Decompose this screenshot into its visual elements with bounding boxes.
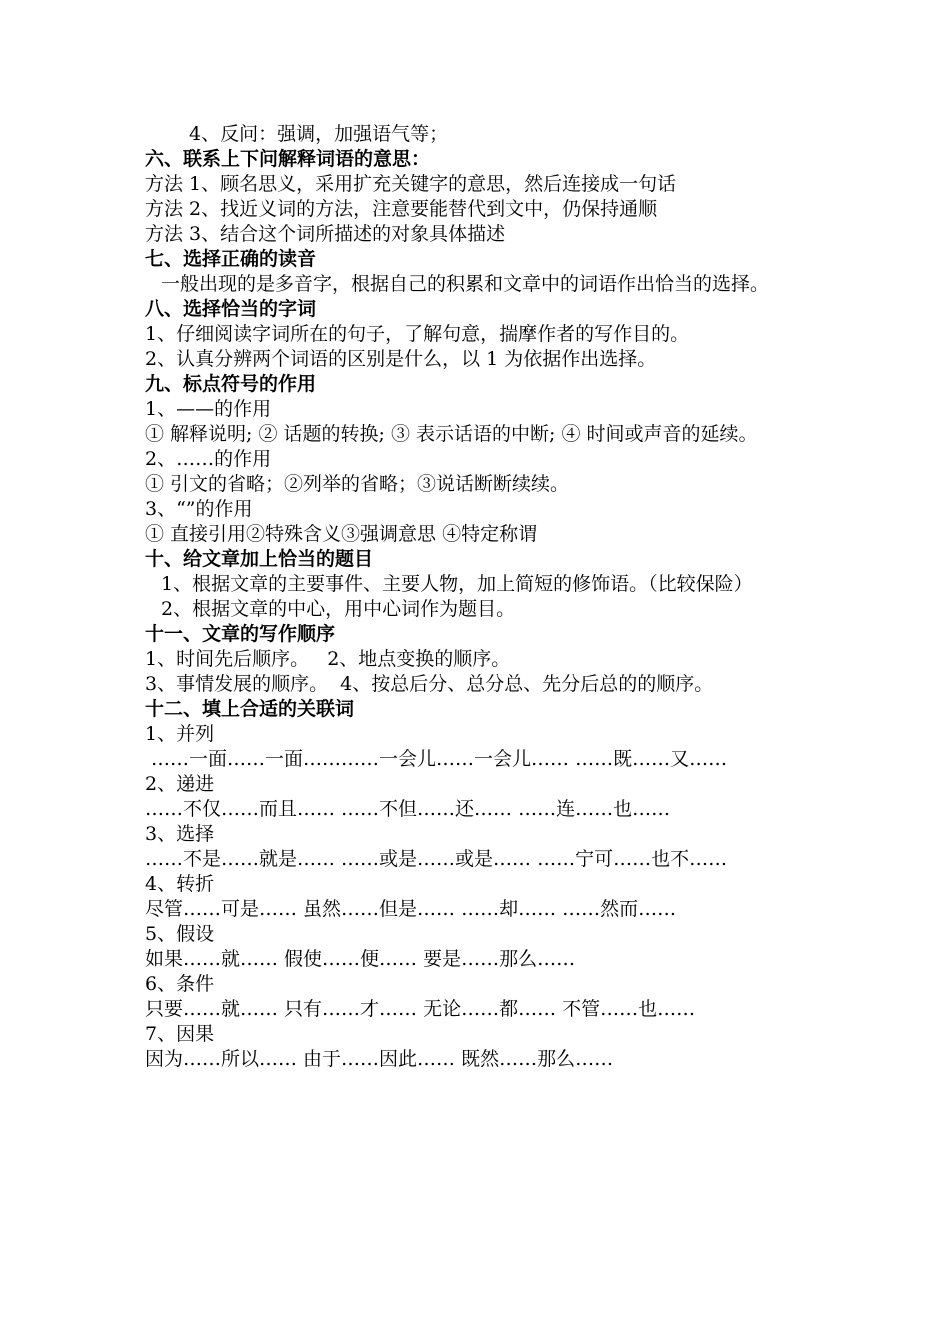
text-line: 3、事情发展的顺序。 4、按总后分、总分总、先分后总的的顺序。 [145, 673, 714, 695]
text-line: 7、因果 [145, 1023, 215, 1045]
section-heading: 十一、文章的写作顺序 [145, 623, 336, 645]
text-line: 5、假设 [145, 923, 215, 945]
section-heading: 八、选择恰当的字词 [145, 298, 317, 320]
text-line: 2、……的作用 [145, 448, 272, 470]
text-line: 1、时间先后顺序。 2、地点变换的顺序。 [145, 648, 511, 670]
text-line: ……不仅……而且…… ……不但……还…… ……连……也…… [145, 798, 671, 820]
text-line: 2、递进 [145, 773, 215, 795]
text-line: 3、选择 [145, 823, 215, 845]
text-line: 方法 1、顾名思义，采用扩充关键字的意思，然后连接成一句话 [145, 173, 677, 195]
text-line: 一般出现的是多音字，根据自己的积累和文章中的词语作出恰当的选择。 [161, 273, 770, 295]
text-line: 1、并列 [145, 723, 215, 745]
section-heading: 七、选择正确的读音 [145, 248, 317, 270]
text-line: 4、反问：强调，加强语气等； [189, 123, 449, 145]
text-line: 1、仔细阅读字词所在的句子，了解句意，揣摩作者的写作目的。 [145, 323, 690, 345]
section-heading: 十、给文章加上恰当的题目 [145, 548, 374, 570]
document-body [145, 122, 810, 1072]
text-line: 方法 3、结合这个词所描述的对象具体描述 [145, 223, 506, 245]
text-line: 4、转折 [145, 873, 215, 895]
text-line: ① 直接引用②特殊含义③强调意思 ④特定称谓 [145, 523, 538, 545]
text-line: 只要……就…… 只有……才…… 无论……都…… 不管……也…… [145, 998, 696, 1020]
section-heading: 十二、填上合适的关联词 [145, 698, 355, 720]
text-line: 因为……所以…… 由于……因此…… 既然……那么…… [145, 1048, 614, 1070]
text-line: ……不是……就是…… ……或是……或是…… ……宁可……也不…… [145, 848, 728, 870]
text-line: 如果……就…… 假使……便…… 要是……那么…… [145, 948, 576, 970]
text-line: 1、——的作用 [145, 398, 272, 420]
text-line: 2、认真分辨两个词语的区别是什么，以 1 为依据作出选择。 [145, 348, 657, 370]
text-line: ……一面……一面…………一会儿……一会儿…… ……既……又…… [145, 748, 728, 770]
text-line: 1、根据文章的主要事件、主要人物，加上简短的修饰语。（比较保险） [161, 573, 753, 595]
text-line: 3、“”的作用 [145, 498, 253, 520]
text-line: 2、根据文章的中心，用中心词作为题目。 [161, 598, 516, 620]
text-line: 方法 2、找近义词的方法，注意要能替代到文中，仍保持通顺 [145, 198, 658, 220]
text-line: ① 解释说明; ② 话题的转换; ③ 表示话语的中断; ④ 时间或声音的延续。 [145, 423, 758, 445]
text-line: ① 引文的省略；②列举的省略；③说话断断续续。 [145, 473, 570, 495]
section-heading: 九、标点符号的作用 [145, 373, 317, 395]
section-heading: 六、联系上下问解释词语的意思： [145, 148, 431, 170]
text-line: 6、条件 [145, 973, 215, 995]
text-line: 尽管……可是…… 虽然……但是…… ……却…… ……然而…… [145, 898, 677, 920]
